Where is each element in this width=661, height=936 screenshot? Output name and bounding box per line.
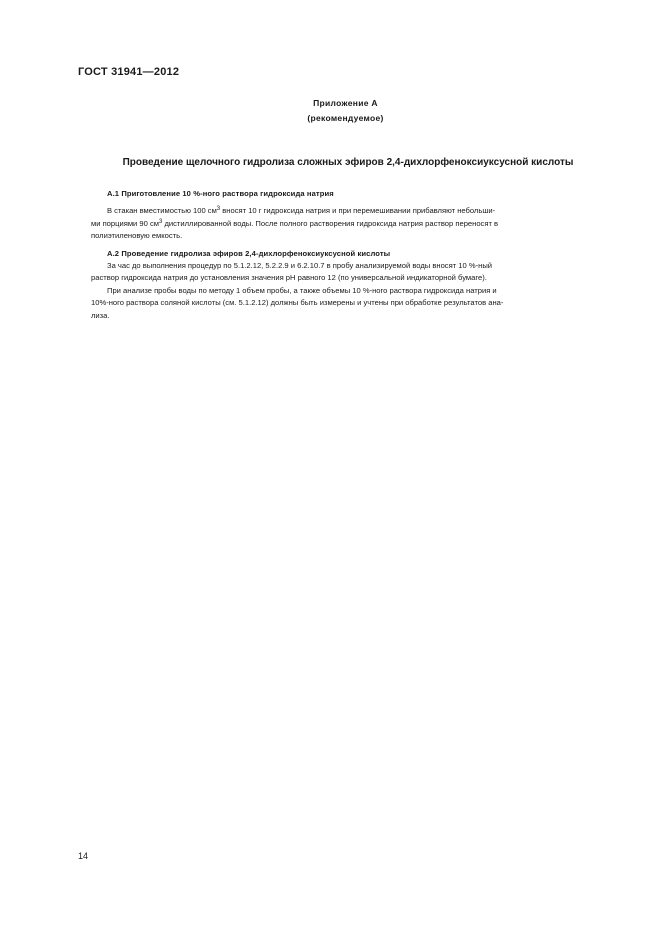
appendix-heading (0, 96, 661, 126)
appendix-title: Проведение щелочного гидролиза сложных эфиров 2,4-дихлорфеноксиуксусной кислоты (122, 157, 574, 168)
text-line: В стакан вместимостью 100 $см^3$ вносят 10 г гидроксида натрия и при перемешивании прибавляют небольши- (107, 206, 496, 216)
paragraph-a2-1 (91, 260, 616, 285)
section-heading-a2: А.2 Проведение гидролиза эфиров 2,4-дихлорфеноксиуксусной кислоты (107, 248, 391, 258)
text-line: лиза. (91, 310, 110, 320)
text-line: 10%-ного раствора соляной кислоты (см. 5.1.2.12) должны быть измерены и учтены при обработке результатов ана- (91, 298, 504, 308)
section-heading-a1: А.1 Приготовление 10 %-ного раствора гидроксида натрия (107, 189, 334, 198)
text-line: раствор гидроксида натрия до установления значения pH равного 12 (по универсальной индикаторной бумаге). (91, 273, 487, 283)
paragraph-a1 (91, 205, 616, 242)
document-code: ГОСТ 31941—2012 (78, 66, 180, 78)
text-line: За час до выполнения процедур по 5.1.2.12, 5.2.2.9 и 6.2.10.7 в пробу анализируемой воды вносят 10 %-ный (107, 261, 493, 271)
appendix-label: Приложение А (313, 98, 378, 108)
appendix-status: (рекомендуемое) (307, 113, 384, 123)
text-line: При анализе пробы воды по методу 1 объем пробы, а также объемы 10 %-ного раствора гидроксида натрия и (107, 285, 497, 295)
document-body (91, 188, 616, 322)
page-number: 14 (78, 851, 89, 861)
text-line: ми порциями 90 $см^3$ дистиллированной воды. После полного растворения гидроксида натрия раствор переносят в (91, 218, 499, 228)
paragraph-a2-2 (91, 285, 616, 322)
text-line: полиэтиленовую емкость. (91, 231, 183, 241)
